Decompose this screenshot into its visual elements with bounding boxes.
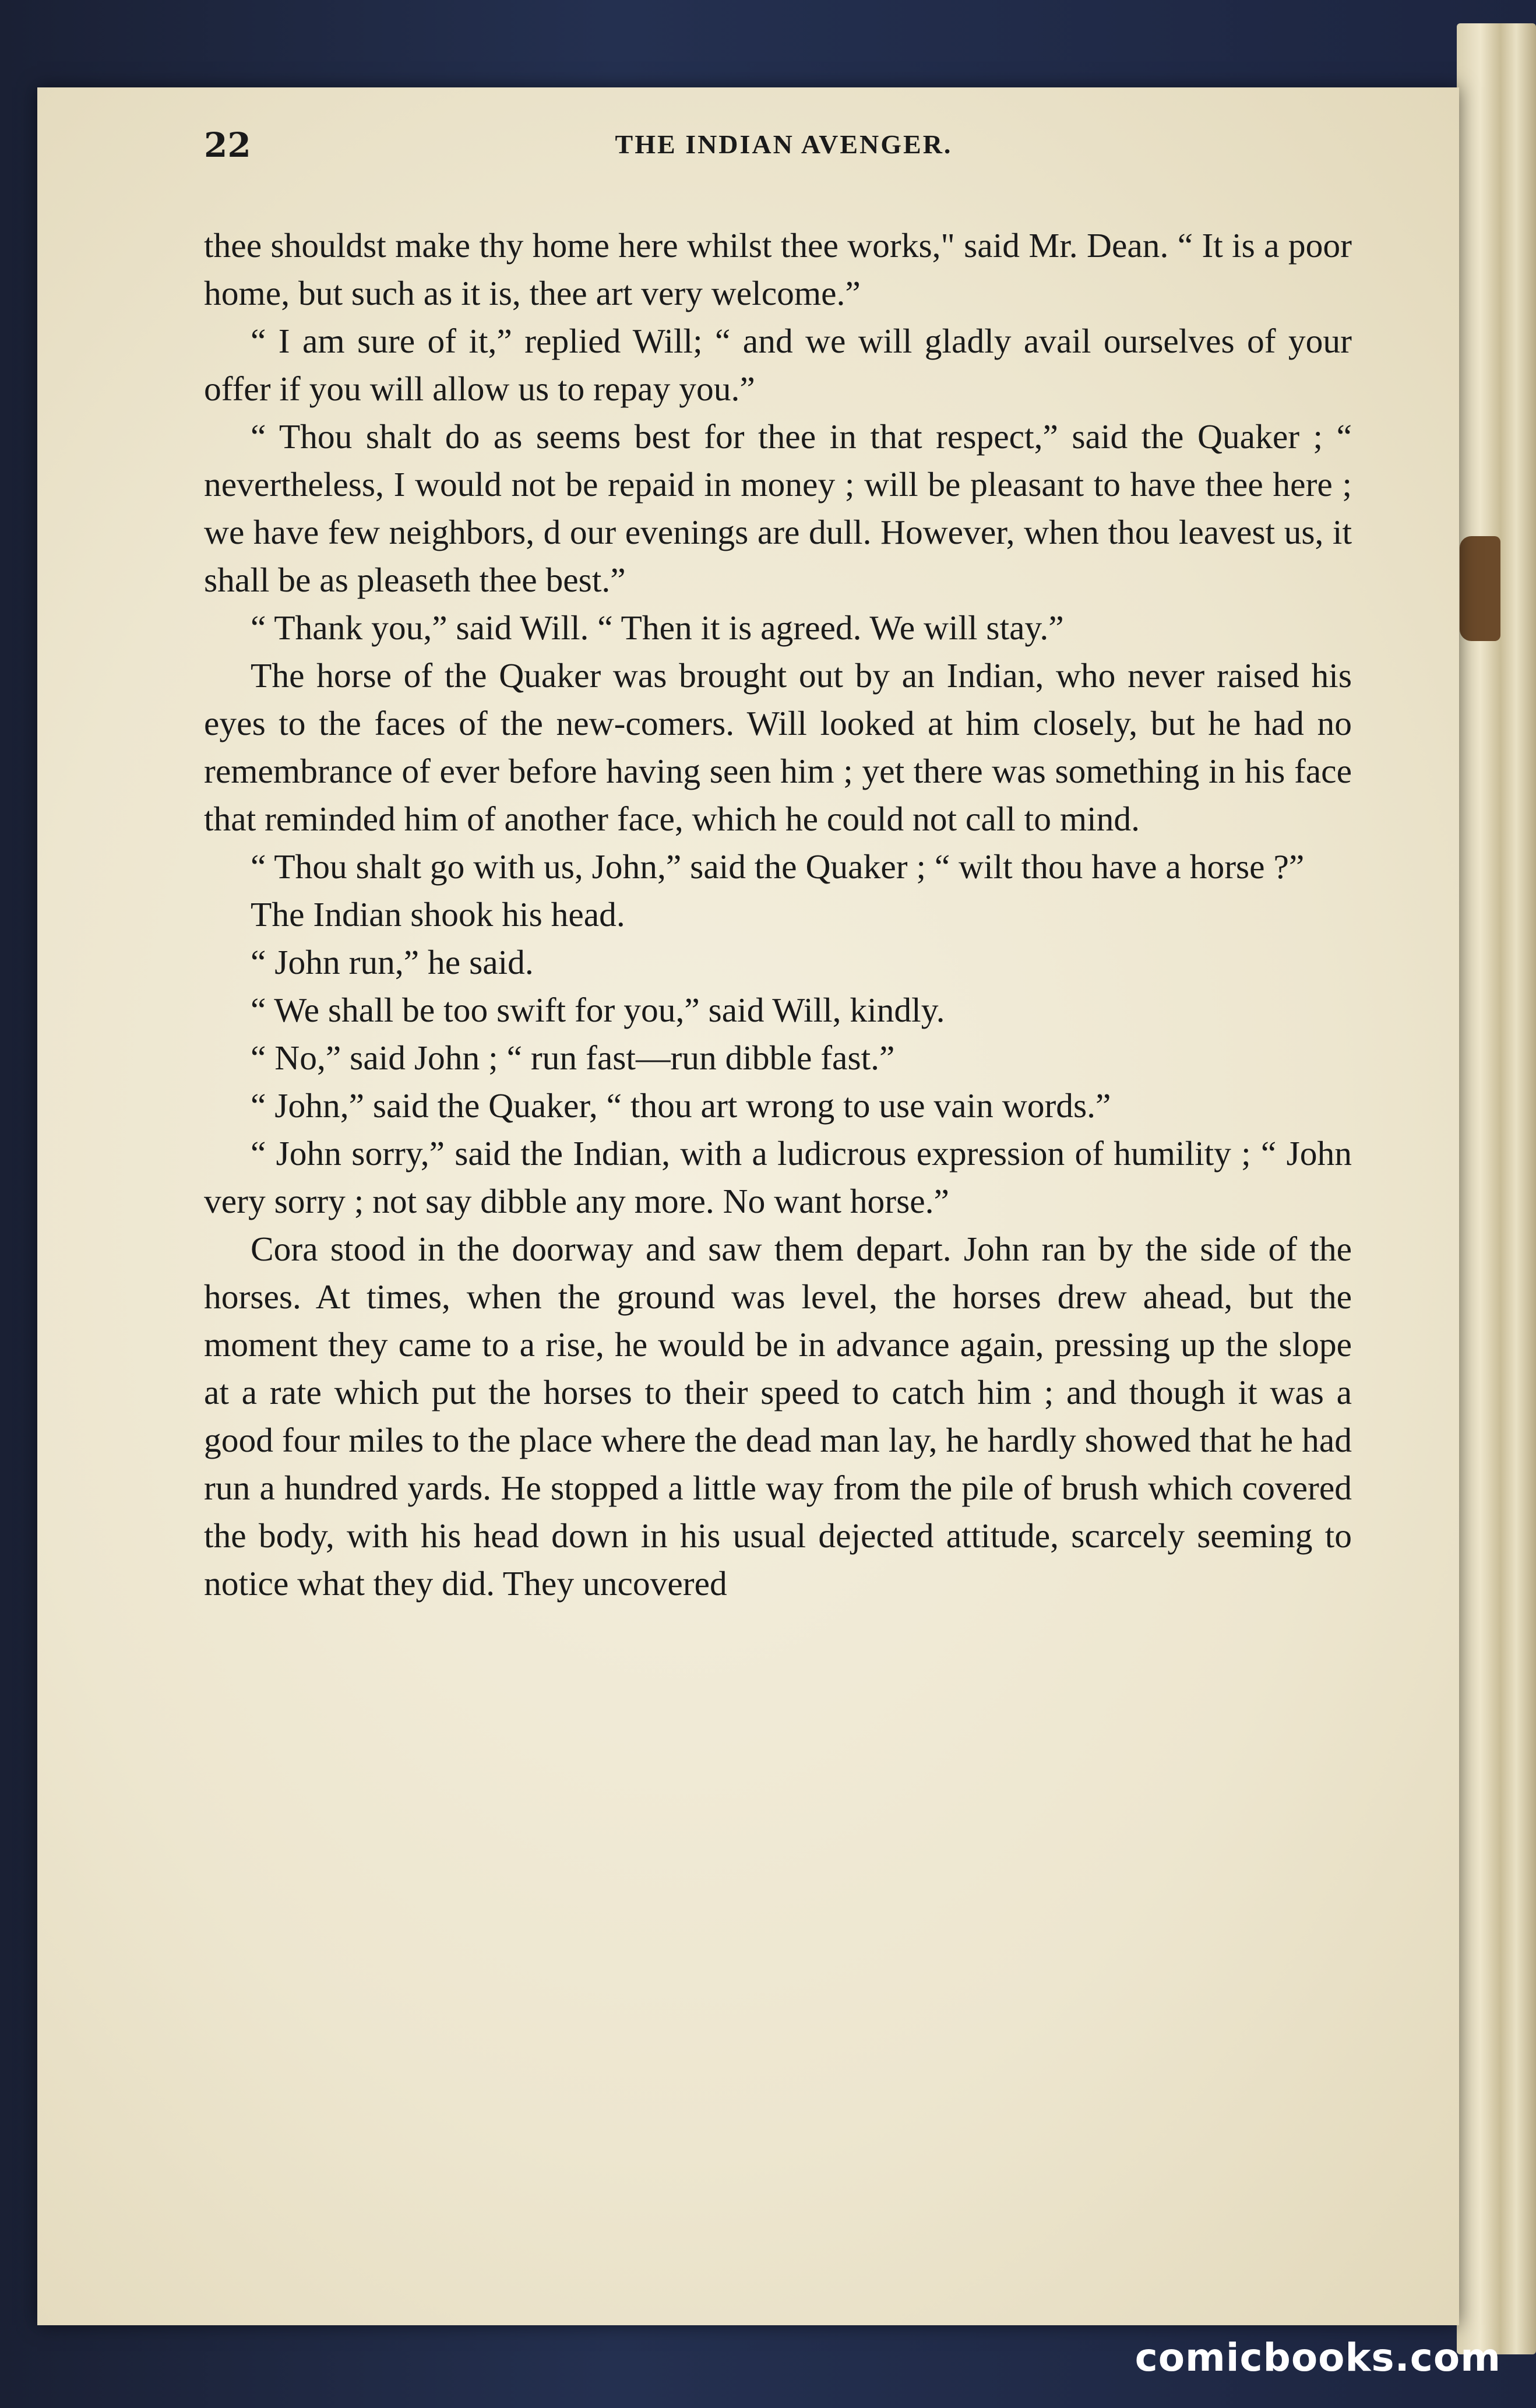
watermark: comicbooks.com: [1135, 2335, 1501, 2380]
page-number: 22: [204, 125, 251, 165]
paragraph: “ Thou shalt go with us, John,” said the Quaker ; “ wilt thou have a horse ?”: [251, 847, 1305, 886]
paragraph: Cora stood in the doorway and saw them depart. John ran by the side of the horses. At times, when the ground was level, the horses drew ahead, but the moment they came to a rise, he would be in advance again, pressing up the slope at a rate which put the horses to their speed to catch him ; and though it was a good four miles to the place where the dead man lay, he hardly showed that he had run a hundred yards. He stopped a little way from the pile of brush which covered the body, with his head down in his usual dejected attitude, scarcely seeming to notice what they did. They uncovered: [204, 1230, 1352, 1603]
paragraph: “ John sorry,” said the Indian, with a ludicrous expression of humility ; “ John very sorry ; not say dibble any more. No want horse.”: [204, 1134, 1352, 1220]
paragraph: thee shouldst make thy home here whilst thee works," said Mr. Dean. “ It is a poor home, but such as it is, thee art very welcome.”: [204, 226, 1352, 312]
paragraph: “ Thou shalt do as seems best for thee in that respect,” said the Quaker ; “ nevertheless, I would not be repaid in money ; will be pleasant to have thee here ; we have few neighbors, d our evenings are dull. However, when thou leavest us, it shall be as pleaseth thee best.”: [204, 417, 1352, 599]
book-page-edges: [1457, 23, 1536, 2354]
running-head: THE INDIAN AVENGER.: [615, 129, 953, 159]
paragraph: “ I am sure of it,” replied Will; “ and we will gladly avail ourselves of your offer if you will allow us to repay you.”: [204, 322, 1352, 408]
paragraph: The Indian shook his head.: [251, 895, 625, 934]
paragraph: “ John,” said the Quaker, “ thou art wrong to use vain words.”: [251, 1086, 1111, 1125]
page-header: [204, 125, 1364, 172]
paragraph: “ John run,” he said.: [251, 943, 534, 981]
paragraph: “ We shall be too swift for you,” said Will, kindly.: [251, 991, 945, 1029]
paragraph: “ No,” said John ; “ run fast—run dibble fast.”: [251, 1038, 895, 1077]
binding-tab: [1460, 536, 1500, 641]
body-text: [204, 221, 1352, 1607]
paragraph: The horse of the Quaker was brought out by an Indian, who never raised his eyes to the faces of the new-comers. Will looked at him closely, but he had no remembrance of ever before having seen him ; yet there was something in his face that reminded him of another face, which he could not call to mind.: [204, 656, 1352, 838]
paragraph: “ Thank you,” said Will. “ Then it is agreed. We will stay.”: [251, 608, 1064, 647]
